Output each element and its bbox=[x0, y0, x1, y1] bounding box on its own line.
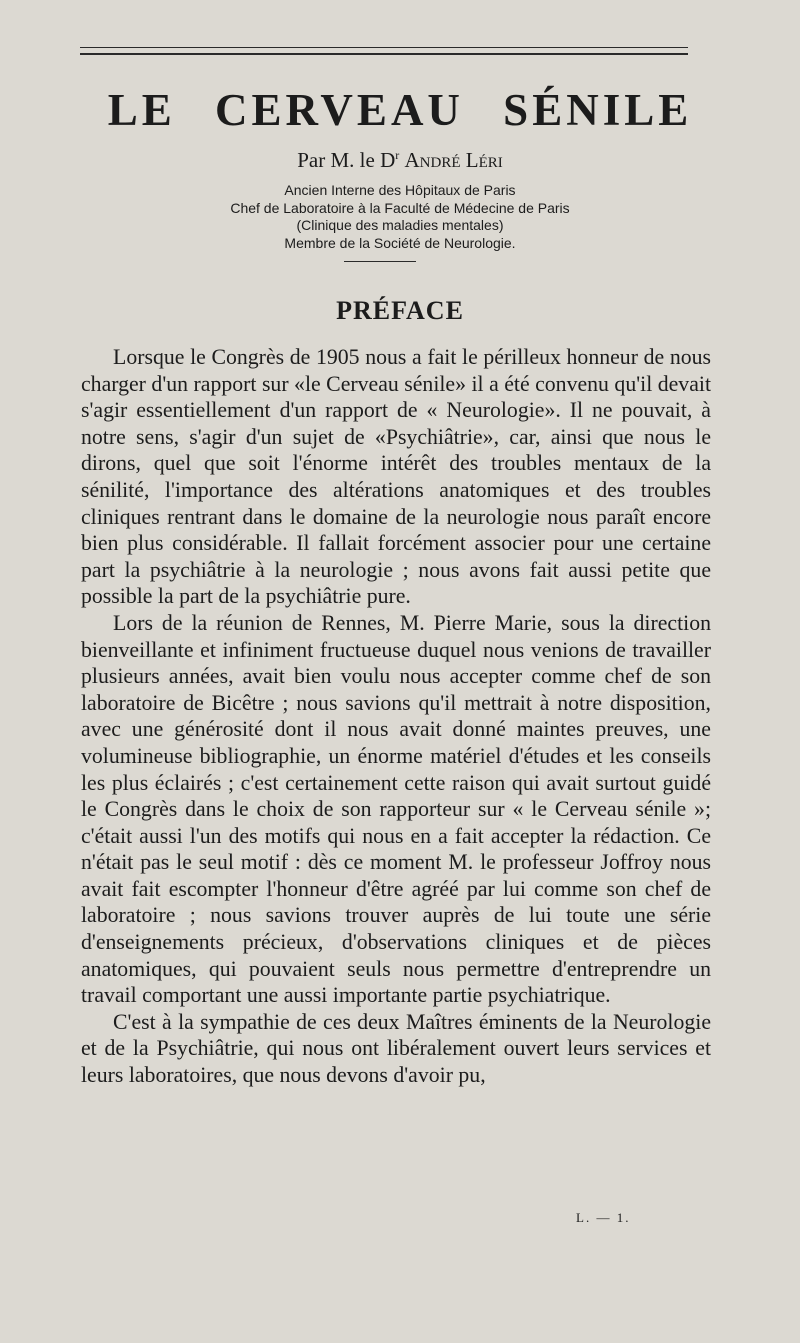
author-name: André Léri bbox=[404, 148, 503, 172]
byline-prefix: Par M. le D bbox=[297, 148, 396, 172]
body-text bbox=[81, 344, 711, 1089]
author-affiliations bbox=[0, 182, 800, 252]
paragraph: Lors de la réunion de Rennes, M. Pierre Marie, sous la direction bienveillante et infiniment fructueuse duquel nous venions de travailler plusieurs années, avait bien voulu nous accepter comme chef de son laboratoire de Bicêtre ; nous savions qu'il mettrait à notre disposition, avec une générosité dont il nous avait donné maintes preuves, une volumineuse bibliographie, un énorme matériel d'études et les conseils les plus éclairés ; c'est certainement cette raison qui avait surtout guidé le Congrès dans le choix de son rapporteur sur « le Cerveau sénile »; c'était aussi l'un des motifs qui nous en a fait accepter la rédaction. Ce n'était pas le seul motif : dès ce moment M. le professeur Joffroy nous avait fait escompter l'honneur d'être agréé par lui comme son chef de laboratoire ; nous savions trouver auprès de lui toute une série d'enseignements précieux, d'observations cliniques et de pièces anatomiques, qui pouvaient seuls nous permettre d'entreprendre un travail comportant une aussi importante partie psychiatrique. bbox=[81, 610, 711, 1008]
affiliation-line: (Clinique des maladies mentales) bbox=[296, 217, 504, 233]
signature-mark: L. — 1. bbox=[576, 1210, 631, 1225]
section-heading: PRÉFACE bbox=[336, 296, 464, 325]
top-rule-thick bbox=[80, 53, 688, 55]
affiliation-line: Ancien Interne des Hôpitaux de Paris bbox=[284, 182, 516, 198]
byline-superscript: r bbox=[395, 148, 400, 162]
section-separator bbox=[344, 261, 416, 262]
paragraph: C'est à la sympathie de ces deux Maîtres éminents de la Neurologie et de la Psychiâtrie, qui nous ont libéralement ouvert leurs services et leurs laboratoires, que nous devons d'avoir pu, bbox=[81, 1009, 711, 1088]
document-title: LE CERVEAU SÉNILE bbox=[107, 85, 693, 135]
top-rule-thin bbox=[80, 47, 688, 48]
paragraph: Lorsque le Congrès de 1905 nous a fait le périlleux honneur de nous charger d'un rapport sur «le Cerveau sénile» il a été convenu qu'il devait s'agir essentiellement d'un rapport de « Neurologie». Il ne pouvait, à notre sens, s'agir d'un sujet de «Psychiâtrie», car, ainsi que nous le dirons, quel que soit l'énorme intérêt des troubles mentaux de la sénilité, l'importance des altérations anatomiques et des troubles cliniques rentrant dans le domaine de la neurologie nous paraît encore bien plus considérable. Il fallait forcément associer pour une certaine part la psychiâtrie à la neurologie ; nous avons fait aussi petite que possible la part de la psychiâtrie pure. bbox=[81, 345, 711, 609]
affiliation-line: Chef de Laboratoire à la Faculté de Médecine de Paris bbox=[230, 199, 570, 216]
author-byline bbox=[0, 142, 800, 173]
affiliation-line: Membre de la Société de Neurologie. bbox=[284, 234, 516, 251]
